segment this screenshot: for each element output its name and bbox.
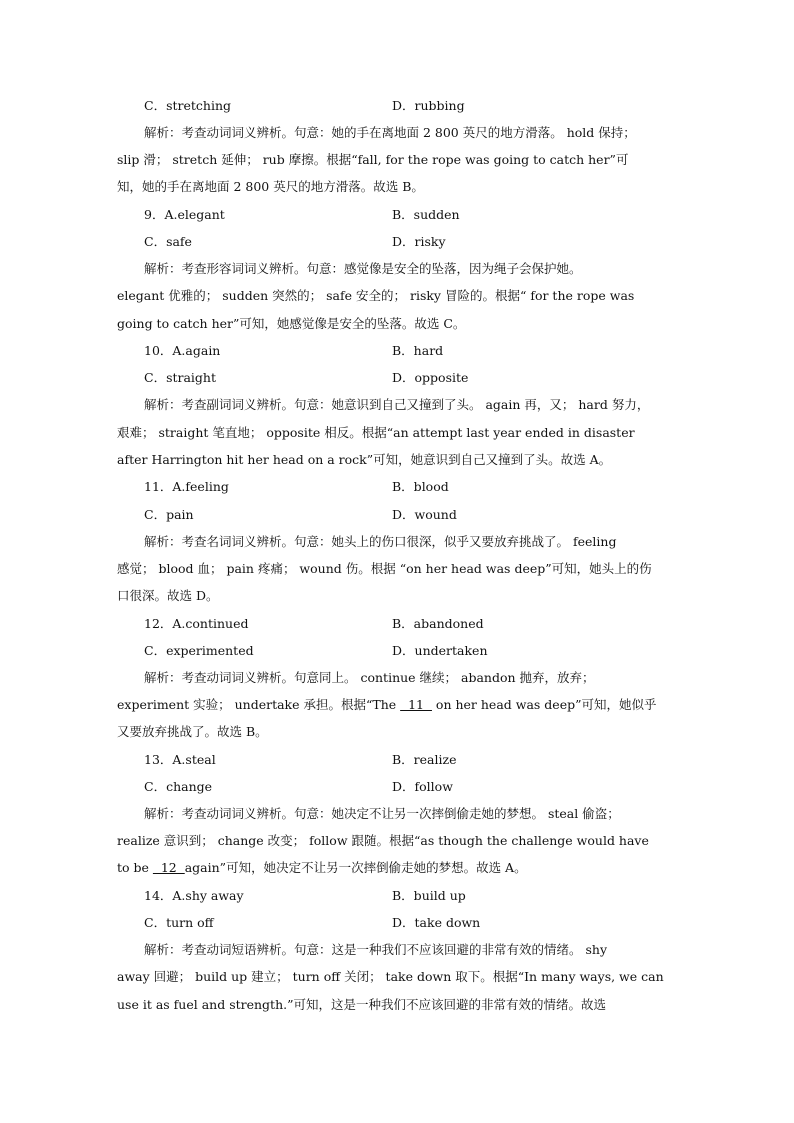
- q12-option-d: D．undertaken: [392, 643, 488, 658]
- q11-option-b: B．blood: [392, 479, 449, 494]
- q8-analysis-line: slip 滑； stretch 延伸； rub 摩擦。根据“fall, for the rope was going to catch her”可: [117, 152, 629, 167]
- analysis-text: again”可知，她决定不让另一次摔倒偷走她的梦想。故选 A。: [184, 860, 527, 875]
- blank-11: 11: [400, 697, 432, 712]
- q14-analysis-line: use it as fuel and strength.”可知，这是一种我们不应该回避的非常有效的情绪。故选: [117, 997, 606, 1012]
- q12-option-b: B．abandoned: [392, 616, 484, 631]
- q9-analysis-line: 解析：考查形容词词义辨析。句意：感觉像是安全的坠落，因为绳子会保护她。: [144, 261, 582, 276]
- q10-analysis-line: after Harrington hit her head on a rock”可知，她意识到自己又撞到了头。故选 A。: [117, 452, 612, 467]
- q8-option-d: D．rubbing: [392, 98, 465, 113]
- q8-analysis-line: 解析：考查动词词义辨析。句意：她的手在离地面 2 800 英尺的地方滑落。 hold 保持；: [144, 125, 636, 140]
- q14-option-b: B．build up: [392, 888, 466, 903]
- q10-analysis-line: 解析：考查副词词义辨析。句意：她意识到自己又撞到了头。 again 再，又； hard 努力，: [144, 397, 650, 412]
- q13-analysis-line-with-blank: [117, 860, 677, 876]
- q13-analysis-line: 解析：考查动词词义辨析。句意：她决定不让另一次摔倒偷走她的梦想。 steal 偷盗；: [144, 806, 620, 821]
- q8-analysis-line: 知，她的手在离地面 2 800 英尺的地方滑落。故选 B。: [117, 179, 424, 194]
- q10-analysis-line: 艰难； straight 笔直地； opposite 相反。根据“an attempt last year ended in disaster: [117, 425, 635, 440]
- q12-analysis-line: 又要放弃挑战了。故选 B。: [117, 724, 268, 739]
- q14-analysis-line: 解析：考查动词短语辨析。句意：这是一种我们不应该回避的非常有效的情绪。 shy: [144, 942, 608, 957]
- q14-option-c: C．turn off: [144, 915, 214, 930]
- q14-analysis-line: away 回避； build up 建立； turn off 关闭； take down 取下。根据“In many ways, we can: [117, 969, 664, 984]
- blank-12: 12: [152, 860, 185, 875]
- q10-option-c: C．straight: [144, 370, 217, 385]
- q12-option-a: 12．A.continued: [144, 616, 249, 631]
- q14-option-a: 14．A.shy away: [144, 888, 244, 903]
- q11-analysis-line: 口很深。故选 D。: [117, 588, 219, 603]
- analysis-text: on her head was deep”可知，她似乎: [431, 697, 657, 712]
- q9-analysis-line: elegant 优雅的； sudden 突然的； safe 安全的； risky 冒险的。根据“ for the rope was: [117, 288, 635, 303]
- q10-option-a: 10．A.again: [144, 343, 221, 358]
- q12-analysis-line: 解析：考查动词词义辨析。句意同上。 continue 继续； abandon 抛弃，放弃；: [144, 670, 595, 685]
- q11-option-a: 11．A.feeling: [144, 479, 229, 494]
- q13-option-b: B．realize: [392, 752, 457, 767]
- q13-option-a: 13．A.steal: [144, 752, 216, 767]
- q10-option-b: B．hard: [392, 343, 444, 358]
- q12-analysis-line-with-blank: [117, 697, 677, 713]
- q13-option-c: C．change: [144, 779, 213, 794]
- q11-option-c: C．pain: [144, 507, 194, 522]
- q11-analysis-line: 感觉； blood 血； pain 疼痛； wound 伤。根据 “on her head was deep”可知，她头上的伤: [117, 561, 652, 576]
- q9-option-a: 9．A.elegant: [144, 207, 225, 222]
- q12-option-c: C．experimented: [144, 643, 254, 658]
- q11-analysis-line: 解析：考查名词词义辨析。句意：她头上的伤口很深，似乎又要放弃挑战了。 feeling: [144, 534, 617, 549]
- q10-option-d: D．opposite: [392, 370, 469, 385]
- q9-option-d: D．risky: [392, 234, 446, 249]
- q8-option-c: C．stretching: [144, 98, 231, 113]
- q13-option-d: D．follow: [392, 779, 453, 794]
- q14-option-d: D．take down: [392, 915, 481, 930]
- q11-option-d: D．wound: [392, 507, 457, 522]
- q9-analysis-line: going to catch her”可知，她感觉像是安全的坠落。故选 C。: [117, 316, 466, 331]
- q9-option-b: B．sudden: [392, 207, 460, 222]
- q9-option-c: C．safe: [144, 234, 192, 249]
- analysis-text: to be: [117, 860, 153, 875]
- analysis-text: experiment 实验； undertake 承担。根据“The: [117, 697, 401, 712]
- q13-analysis-line: realize 意识到； change 改变； follow 跟随。根据“as though the challenge would have: [117, 833, 649, 848]
